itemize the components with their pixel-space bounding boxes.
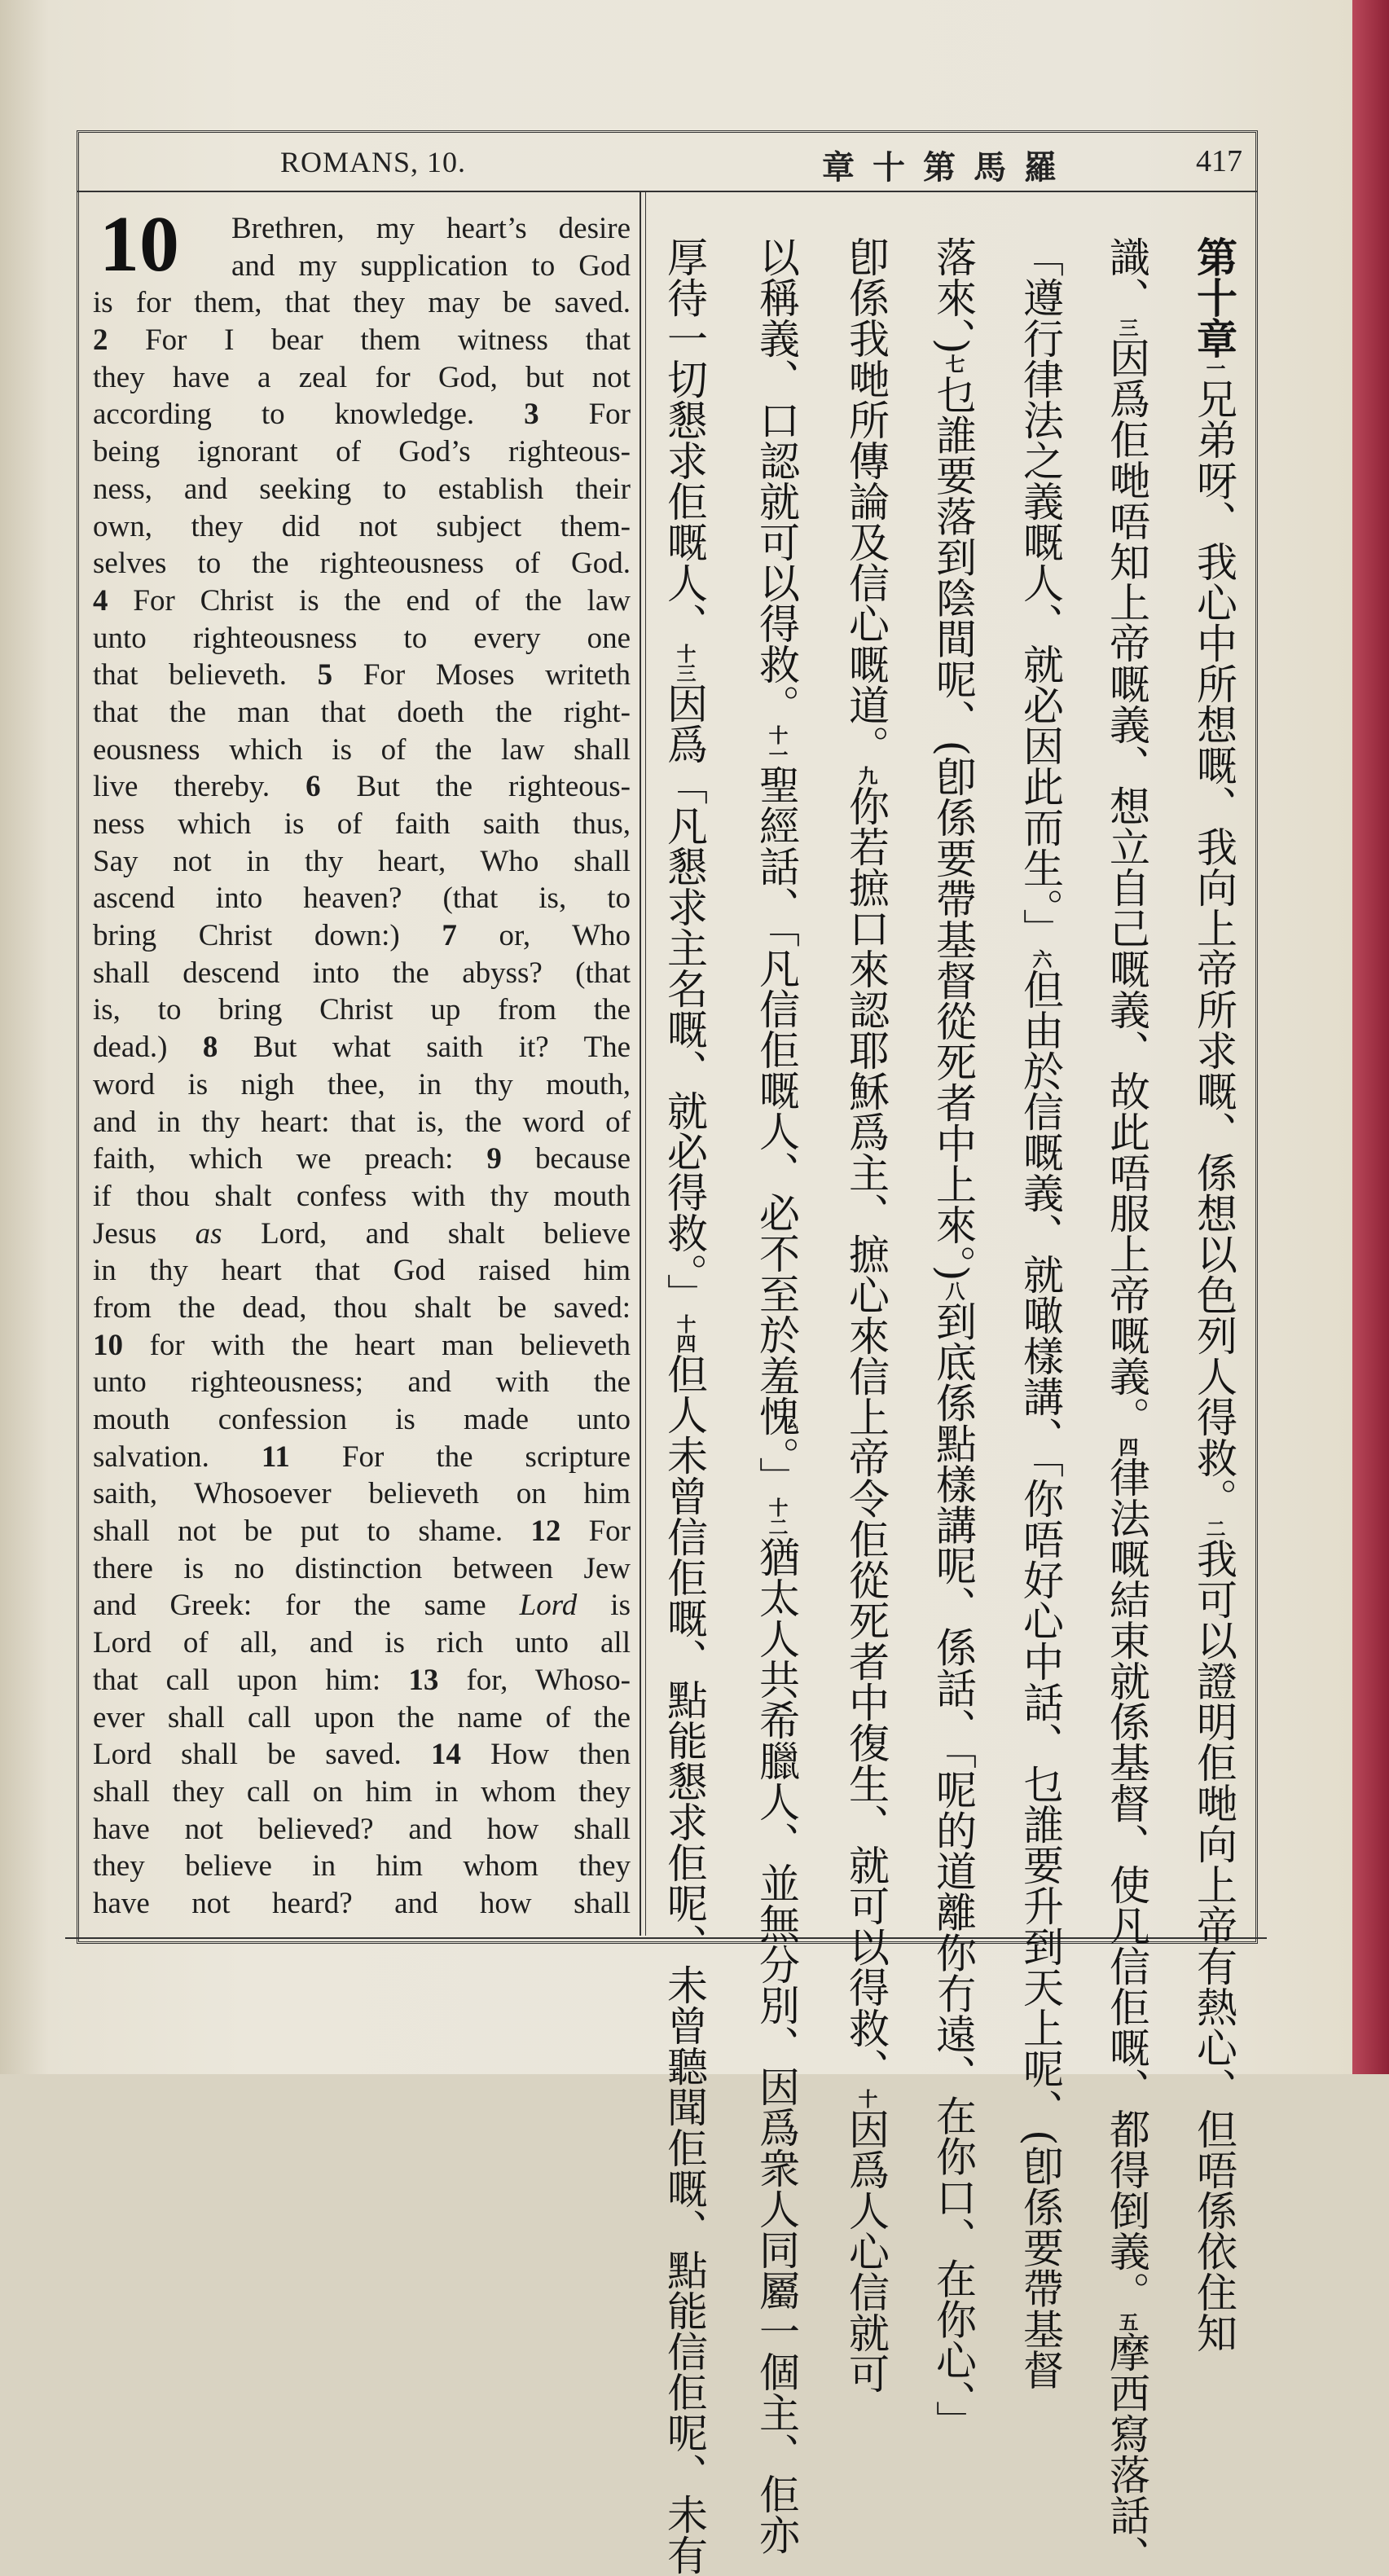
chinese-column bbox=[1004, 236, 1077, 2390]
text-run: Jesus bbox=[93, 1216, 196, 1251]
english-line bbox=[93, 248, 631, 285]
english-line bbox=[93, 1550, 631, 1588]
verse-number: 9 bbox=[486, 1142, 502, 1176]
text-run: Lord, and shalt believe bbox=[222, 1216, 631, 1251]
text-run: that call upon him: bbox=[93, 1663, 409, 1697]
text-run: 落來、) bbox=[930, 236, 977, 354]
text-run: according to knowledge. bbox=[93, 398, 525, 432]
english-line bbox=[93, 545, 631, 582]
text-run: from the dead, thou shalt be saved: bbox=[93, 1290, 631, 1325]
english-line bbox=[93, 843, 631, 881]
text-run: 但人未曾信佢嘅、點能懇求佢呢、未曾聽聞佢嘅、點能信佢呢、未有 bbox=[661, 1353, 708, 2575]
verse-number: 13 bbox=[408, 1663, 439, 1697]
text-run: have not believed? and how shall bbox=[93, 1812, 631, 1846]
text-run: But what saith it? The bbox=[218, 1031, 631, 1065]
text-run: 厚待一切懇求佢嘅人、 bbox=[661, 236, 708, 644]
english-line bbox=[93, 1141, 631, 1178]
text-run: saith, Whosoever believeth on him bbox=[93, 1477, 631, 1511]
verse-number: 三 bbox=[1115, 318, 1139, 337]
text-run: shall they call on him in whom they bbox=[93, 1774, 631, 1809]
book-edge bbox=[1352, 0, 1389, 2074]
text-run: faith, which we preach: bbox=[93, 1142, 487, 1176]
chinese-column bbox=[1177, 236, 1251, 2353]
text-run: is for them, that they may be saved. bbox=[93, 286, 631, 320]
text-run: and my supplication to God bbox=[231, 248, 631, 283]
text-run: dead.) bbox=[93, 1031, 203, 1065]
verse-number: 6 bbox=[305, 770, 321, 804]
english-line bbox=[93, 955, 631, 992]
text-run: selves to the righteousness of God. bbox=[93, 547, 631, 581]
english-line bbox=[93, 1811, 631, 1848]
english-line bbox=[93, 991, 631, 1029]
italic-word: as bbox=[195, 1216, 222, 1251]
english-line bbox=[93, 1401, 631, 1439]
text-run: For bbox=[560, 1514, 631, 1549]
text-run: is bbox=[577, 1589, 631, 1623]
text-run: ever shall call upon the name of the bbox=[93, 1700, 631, 1734]
text-run: 你若摭口來認耶穌爲主、摭心來信上帝令佢從死者中復生、就可以得救、 bbox=[842, 785, 890, 2089]
english-line bbox=[93, 1364, 631, 1401]
text-run: Lord of all, and is rich unto all bbox=[93, 1626, 631, 1660]
verse-number: 十三 bbox=[673, 644, 697, 683]
column-divider bbox=[640, 192, 646, 1936]
english-line bbox=[93, 359, 631, 397]
english-line bbox=[93, 806, 631, 843]
english-line bbox=[93, 1290, 631, 1327]
text-run: shall descend into the abyss? (that bbox=[93, 956, 631, 990]
text-run: and Greek: for the same bbox=[93, 1589, 520, 1623]
text-run: bring Christ down:) bbox=[93, 919, 442, 953]
english-line bbox=[93, 582, 631, 620]
page-number: 417 bbox=[1196, 144, 1242, 178]
text-run: shall not be put to shame. bbox=[93, 1514, 531, 1549]
english-line bbox=[93, 1774, 631, 1811]
text-run: Brethren, my heart’s desire bbox=[231, 212, 631, 245]
text-run: because bbox=[501, 1142, 631, 1176]
text-run: 律法嘅結束就係基督、使凡信佢嘅、都得倒義。 bbox=[1103, 1457, 1150, 2312]
english-line bbox=[93, 396, 631, 433]
english-line bbox=[93, 1885, 631, 1923]
text-run: 我可以證明佢哋向上帝有熱心、但唔係依住知 bbox=[1190, 1538, 1237, 2353]
chinese-column bbox=[829, 236, 903, 2394]
english-line bbox=[93, 1848, 631, 1885]
text-run: 因爲佢哋唔知上帝嘅義、想立自己嘅義、故此唔服上帝嘅義。 bbox=[1103, 337, 1150, 1437]
text-run: 卽係我哋所傳論及信心嘅道。 bbox=[842, 236, 890, 766]
chapter-heading: 第十章 bbox=[1190, 236, 1238, 358]
text-run: or, Who bbox=[456, 919, 631, 953]
text-run: eousness which is of the law shall bbox=[93, 732, 631, 767]
text-run: For bbox=[538, 398, 631, 432]
text-run: 因爲「凡懇求主名嘅、就必得救。」 bbox=[661, 683, 708, 1314]
verse-number: 十 bbox=[855, 2089, 878, 2108]
text-run: there is no distinction between Jew bbox=[93, 1551, 631, 1585]
verse-number: 4 bbox=[93, 583, 108, 618]
text-run: in thy heart that God raised him bbox=[93, 1254, 631, 1288]
english-line bbox=[93, 322, 631, 359]
verse-number: 十二 bbox=[765, 1497, 789, 1536]
verse-number: 8 bbox=[202, 1031, 218, 1065]
text-run: How then bbox=[460, 1738, 631, 1772]
english-line bbox=[93, 1178, 631, 1215]
verse-number: 十四 bbox=[673, 1314, 697, 1353]
verse-number: 五 bbox=[1115, 2312, 1139, 2332]
text-run: salvation. bbox=[93, 1440, 262, 1474]
text-run: is, to bring Christ up from the bbox=[93, 993, 631, 1027]
text-run: mouth confession is made unto bbox=[93, 1403, 631, 1436]
text-run: For I bear them witness that bbox=[108, 323, 631, 358]
english-line bbox=[93, 1699, 631, 1737]
text-run: For Christ is the end of the law bbox=[108, 583, 631, 618]
english-line bbox=[93, 880, 631, 917]
text-run: word is nigh thee, in thy mouth, bbox=[93, 1067, 631, 1101]
verse-number: 七 bbox=[942, 354, 965, 374]
text-run: and in thy heart: that is, the word of bbox=[93, 1105, 631, 1139]
english-line bbox=[93, 471, 631, 508]
verse-number: 八 bbox=[942, 1281, 965, 1301]
english-line bbox=[93, 1066, 631, 1104]
verse-number: 7 bbox=[442, 919, 457, 953]
text-run: that believeth. bbox=[93, 658, 318, 692]
english-line bbox=[93, 1327, 631, 1365]
text-run: 「遵行律法之義嘅人、就必因此而生。」 bbox=[1017, 236, 1064, 949]
chinese-column bbox=[1090, 236, 1163, 2576]
english-line bbox=[93, 1662, 631, 1699]
verse-number: 2 bbox=[93, 323, 108, 358]
verse-number: 5 bbox=[317, 658, 333, 692]
english-line bbox=[93, 694, 631, 732]
english-line bbox=[93, 1624, 631, 1662]
text-run: unto righteousness to every one bbox=[93, 621, 631, 655]
verse-number: 11 bbox=[261, 1440, 290, 1474]
english-line bbox=[93, 1439, 631, 1476]
chinese-column bbox=[648, 236, 721, 2575]
english-line bbox=[93, 768, 631, 806]
text-run: But the righteous- bbox=[320, 770, 631, 804]
english-line bbox=[93, 1475, 631, 1513]
english-line bbox=[93, 732, 631, 769]
english-line bbox=[93, 1513, 631, 1550]
text-run: Lord shall be saved. bbox=[93, 1738, 431, 1772]
verse-number: 四 bbox=[1115, 1437, 1139, 1457]
verse-number: 14 bbox=[430, 1738, 461, 1772]
verse-number: 10 bbox=[93, 1328, 123, 1362]
text-run: for with the heart man believeth bbox=[123, 1328, 631, 1362]
english-line bbox=[93, 620, 631, 657]
text-run: 摩西寫落話、 bbox=[1103, 2332, 1150, 2576]
text-run: they believe in him whom they bbox=[93, 1849, 631, 1884]
text-run: For the scripture bbox=[289, 1440, 631, 1474]
verse-number: 12 bbox=[530, 1514, 561, 1549]
english-text-column bbox=[93, 210, 631, 1923]
english-line bbox=[93, 433, 631, 471]
text-run: 因爲人心信就可 bbox=[842, 2108, 890, 2394]
verse-number: 九 bbox=[855, 766, 878, 785]
running-header bbox=[77, 130, 1258, 192]
english-line bbox=[93, 284, 631, 322]
text-run: have not heard? and how shall bbox=[93, 1886, 631, 1920]
verse-number: 3 bbox=[524, 398, 539, 432]
text-run: if thou shalt confess with thy mouth bbox=[93, 1179, 631, 1213]
text-run: they have a zeal for God, but not bbox=[93, 360, 631, 394]
text-run: 識、 bbox=[1103, 236, 1150, 318]
text-run: live thereby. bbox=[93, 770, 306, 804]
verse-number: 六 bbox=[1029, 949, 1053, 969]
text-run: ness which is of faith saith thus, bbox=[93, 807, 631, 841]
chinese-column bbox=[740, 236, 813, 2555]
text-run: that the man that doeth the right- bbox=[93, 695, 631, 729]
text-run: 但由於信嘅義、就噉樣講、「你唔好心中話、乜誰要升到天上呢、(卽係要帶基督 bbox=[1017, 969, 1064, 2390]
text-run: ascend into heaven? (that is, to bbox=[93, 881, 631, 916]
text-run: for, Whoso- bbox=[438, 1663, 631, 1697]
english-line bbox=[93, 1736, 631, 1774]
text-run: being ignorant of God’s righteous- bbox=[93, 435, 631, 469]
english-line bbox=[93, 1252, 631, 1290]
text-run: 猶太人共希臘人、並無分別、因爲衆人同屬一個主、佢亦 bbox=[753, 1536, 800, 2555]
text-run: Say not in thy heart, Who shall bbox=[93, 844, 631, 878]
english-line bbox=[93, 1587, 631, 1624]
english-line bbox=[93, 210, 631, 248]
text-run: 到底係點樣講呢、係話、「呢的道離你冇遠、在你口、在你心、」 bbox=[930, 1300, 977, 2442]
english-line bbox=[93, 1029, 631, 1066]
chapter-drop-cap: 10 bbox=[99, 200, 179, 288]
verse-number: 二 bbox=[1202, 1519, 1226, 1538]
text-run: 兄弟呀、我心中所想嘅、我向上帝所求嘅、係想以色列人得救。 bbox=[1190, 378, 1237, 1519]
english-line bbox=[93, 508, 631, 546]
text-run: For Moses writeth bbox=[332, 658, 631, 692]
text-run: 乜誰要落到陰間呢、(卽係要帶基督從死者中上來。) bbox=[930, 373, 977, 1281]
verse-number: 十一 bbox=[765, 725, 789, 764]
text-run: unto righteousness; and with the bbox=[93, 1365, 631, 1400]
header-book-title: ROMANS, 10. bbox=[280, 146, 467, 178]
english-line bbox=[93, 1104, 631, 1141]
text-run: own, they did not subject them- bbox=[93, 509, 631, 543]
english-line bbox=[93, 657, 631, 694]
header-chinese-title: 章十第馬羅 bbox=[822, 148, 1075, 187]
text-run: 聖經話、「凡信佢嘅人、必不至於羞愧。」 bbox=[753, 764, 800, 1497]
text-run: 以稱義、口認就可以得救。 bbox=[753, 236, 800, 725]
english-line bbox=[93, 1215, 631, 1253]
english-line bbox=[93, 917, 631, 955]
text-run: ness, and seeking to establish their bbox=[93, 472, 631, 506]
chinese-column bbox=[916, 236, 990, 2442]
verse-number: 一 bbox=[1202, 358, 1226, 378]
italic-word: Lord bbox=[519, 1589, 578, 1623]
